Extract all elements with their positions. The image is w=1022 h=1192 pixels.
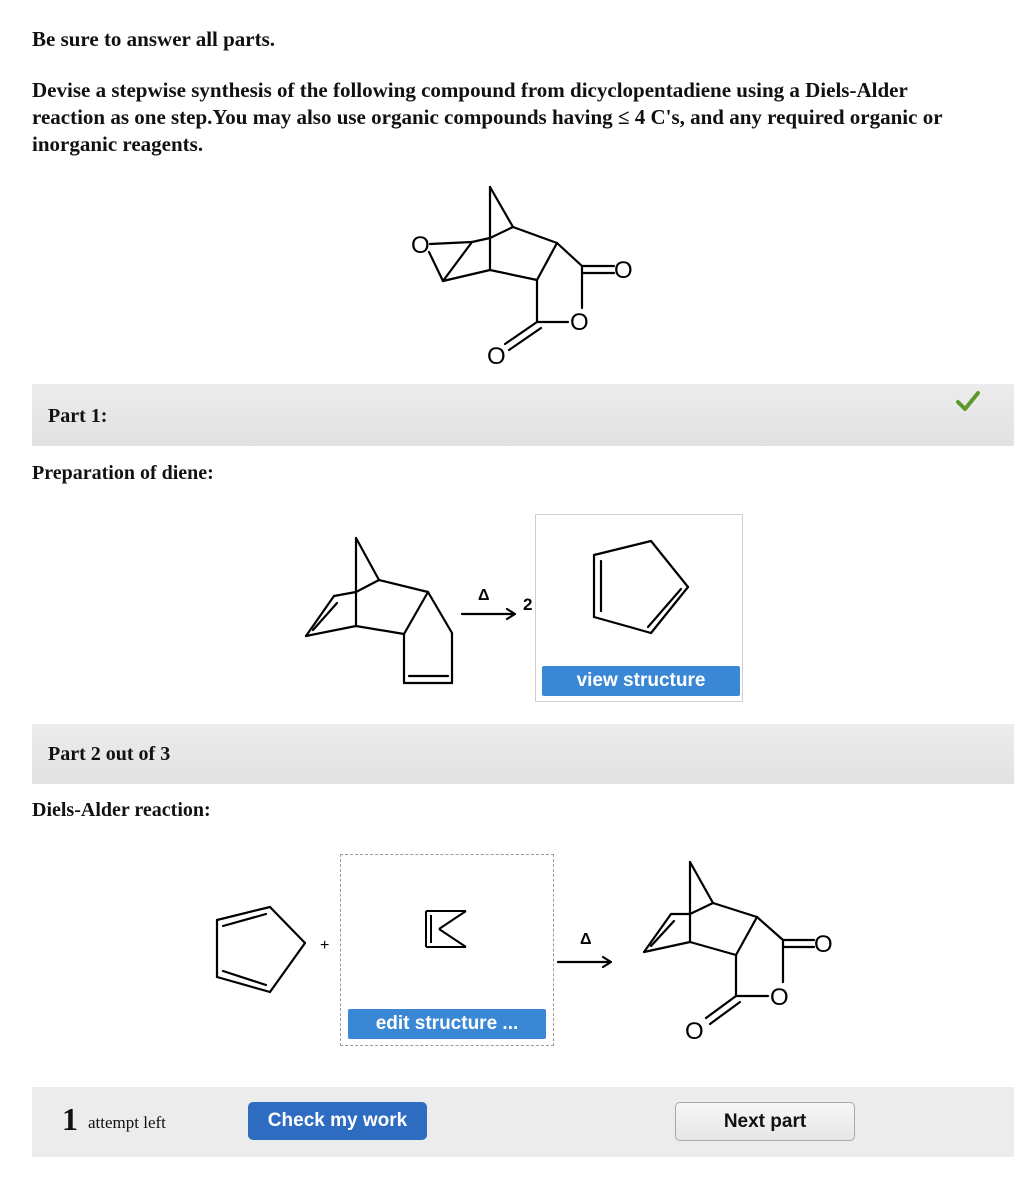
atom-label: O [685,1018,704,1045]
part1-section-title: Preparation of diene: [32,462,214,484]
heat-symbol: Δ [580,931,592,948]
atom-label: O [487,343,506,370]
atom-label: O [411,232,430,259]
question-line-1: Devise a stepwise synthesis of the following compound from dicyclopentadiene using a Diels-Alder [32,78,908,102]
coefficient: 2 [523,595,533,614]
check-my-work-button[interactable]: Check my work [248,1102,427,1140]
dienophile-answer-box[interactable] [340,854,554,1046]
part1-answer-box [535,514,743,702]
footer-bar [32,1087,1014,1157]
dicyclopentadiene-structure [300,530,540,690]
diene-reactant-structure [210,900,340,1000]
cyclopentadiene-structure [586,537,706,637]
checkmark-icon [956,390,980,412]
attempt-count: 1 [62,1101,78,1137]
diels-alder-product-structure [550,850,840,1050]
edit-structure-button[interactable]: edit structure ... [348,1009,546,1039]
instructions-heading: Be sure to answer all parts. [32,27,276,51]
atom-label: O [614,257,633,284]
atom-label: O [570,309,589,336]
next-part-button[interactable]: Next part [675,1102,855,1141]
question-line-3: inorganic reagents. [32,132,204,156]
part2-label: Part 2 out of 3 [48,743,171,765]
question-line-2: reaction as one step.You may also use organic compounds having ≤ 4 C's, and any required organic or [32,105,943,129]
target-molecule-structure [400,180,660,375]
part1-header [32,384,1014,446]
plus-sign: + [320,937,330,954]
part2-section-title: Diels-Alder reaction: [32,799,211,821]
part1-label: Part 1: [48,405,108,427]
atom-label: O [814,931,833,958]
dienophile-structure [421,905,471,955]
atom-label: O [770,984,789,1011]
part2-header [32,724,1014,784]
view-structure-button[interactable]: view structure [542,666,740,696]
attempt-text: attempt left [88,1113,166,1132]
heat-symbol: Δ [478,587,490,604]
